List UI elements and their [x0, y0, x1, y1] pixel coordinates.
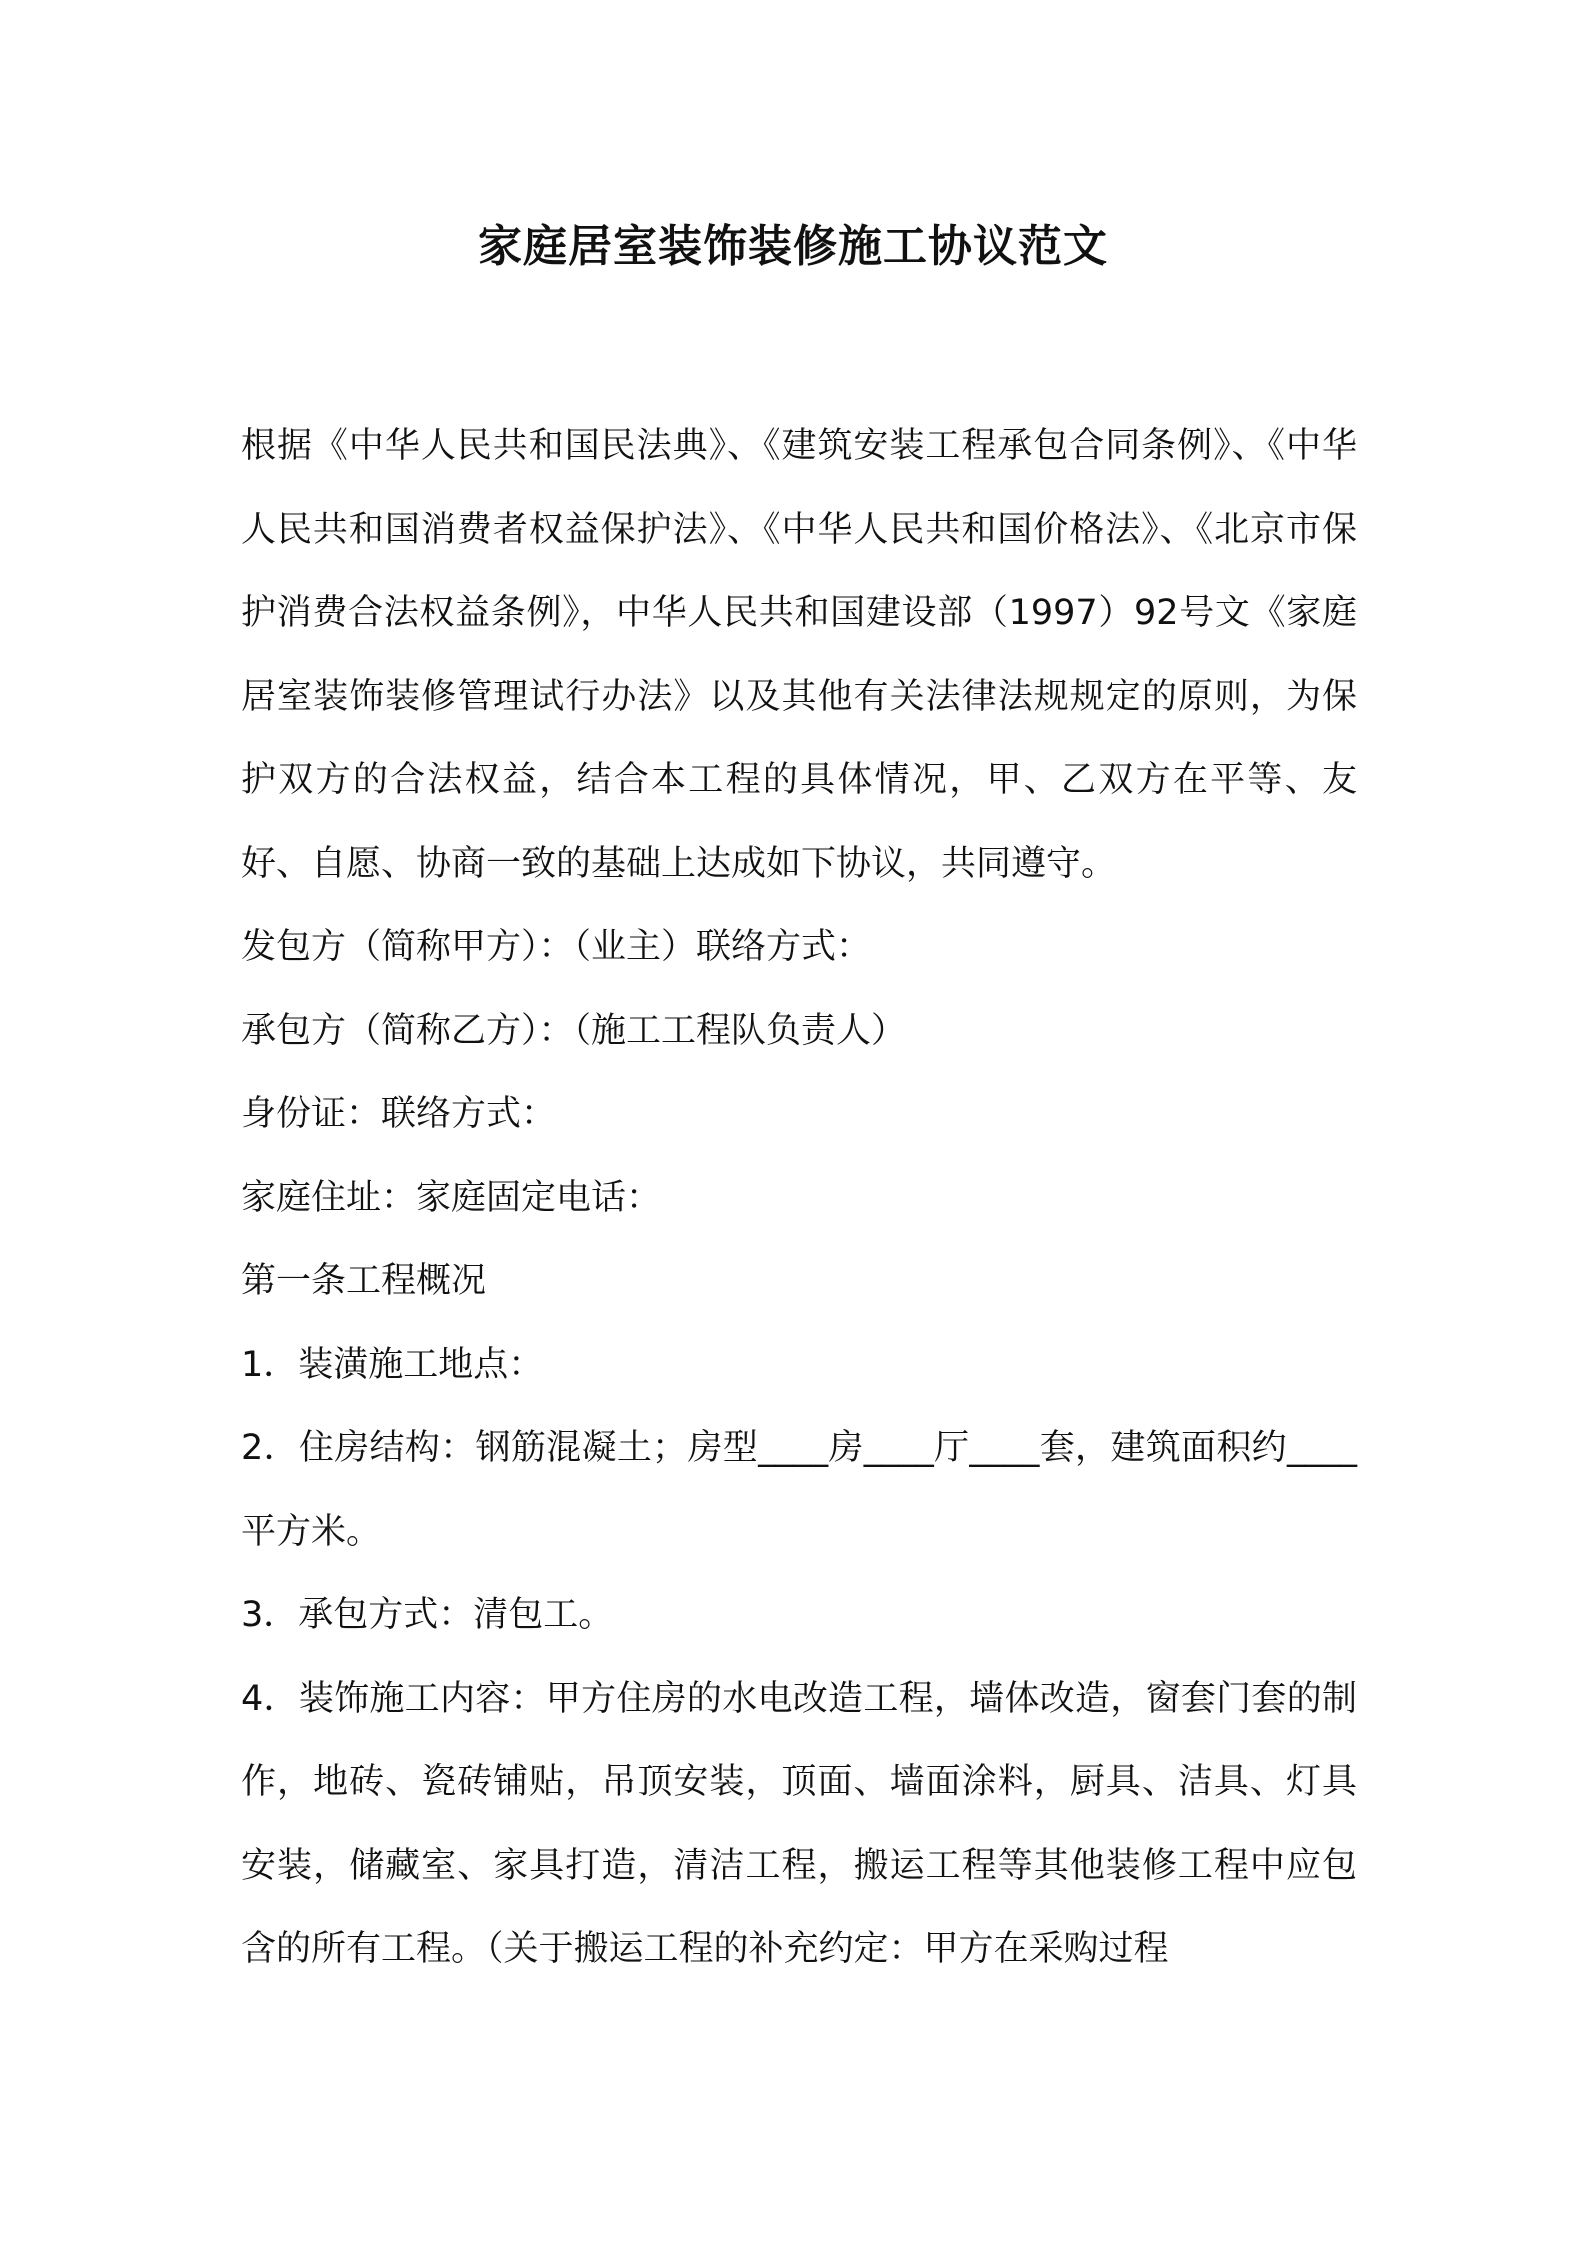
home-address-line: 家庭住址：家庭固定电话： — [241, 1177, 662, 1218]
preamble-paragraph: 根据《中华人民共和国民法典》、《建筑安装工程承包合同条例》、《中华人民共和国消费者权益保护法》、《中华人民共和国价格法》、《北京市保护消费合法权益条例》，中华人民共和国建设部（1997）92号文《家庭居室装饰装修管理试行办法》以及其他有关法律法规规定的原则，为保护双方的合法权益，结合本工程的具体情况，甲、乙双方在平等、友好、自愿、协商一致的基础上达成如下协议，共同遵守。 — [241, 426, 1357, 884]
party-a-line: 发包方（简称甲方）：（业主）联络方式： — [241, 927, 872, 967]
document-title: 家庭居室装饰装修施工协议范文 — [478, 221, 1108, 272]
document-body — [241, 405, 1357, 1992]
party-b-line: 承包方（简称乙方）：（施工工程队负责人） — [241, 1010, 907, 1051]
clause-3-contract-type: 3．承包方式：清包工。 — [241, 1595, 614, 1635]
article-one-heading: 第一条工程概况 — [241, 1261, 487, 1301]
clause-1-location: 1．装潢施工地点： — [241, 1344, 544, 1385]
clause-4-construction-content: 4．装饰施工内容：甲方住房的水电改造工程，墙体改造，窗套门套的制作，地砖、瓷砖铺贴，吊顶安装，顶面、墙面涂料，厨具、洁具、灯具安装，储藏室、家具打造，清洁工程，搬运工程等其他装修工程中应包含的所有工程。（关于搬运工程的补充约定：甲方在采购过程 — [241, 1678, 1357, 1969]
id-card-line: 身份证：联络方式： — [241, 1094, 557, 1134]
clause-2-structure: 2．住房结构：钢筋混凝土；房型____房____厅____套，建筑面积约____平方米。 — [241, 1428, 1357, 1552]
